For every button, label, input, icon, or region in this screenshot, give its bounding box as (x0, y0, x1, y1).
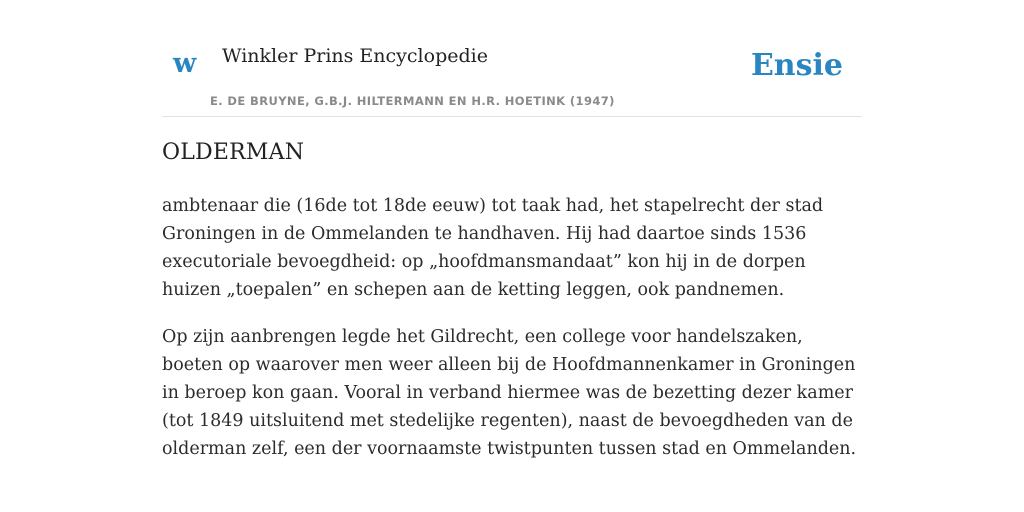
entry-headword: OLDERMAN (162, 140, 305, 165)
source-logo-icon[interactable]: w (173, 48, 197, 79)
entry-paragraph: ambtenaar die (16de tot 18de eeuw) tot taak had, het stapelrecht der stad Groningen in de Ommelanden te handhaven. Hij had daartoe sinds 1536 executoriale bevoegdheid: op „hoofdmansmandaat” kon hij in de dorpen huizen „toepalen” en schepen aan de ketting leggen, ook pandnemen. (162, 196, 824, 300)
ensie-brand-logo[interactable]: Ensie (750, 48, 843, 83)
article-page (162, 0, 862, 459)
entry-paragraph: Op zijn aanbrengen legde het Gildrecht, een college voor handelszaken, boeten op waarover men weer alleen bij de Hoofdmannenkamer in Groningen in beroep kon gaan. Vooral in verband hiermee was de bezetting dezer kamer (tot 1849 uitsluitend met stedelijke regenten), naast de bevoegdheden van de olderman zelf, een der voornaamste twistpunten tussen stad en Ommelanden. (162, 327, 857, 459)
source-title[interactable]: Winkler Prins Encyclopedie (222, 45, 488, 67)
source-authors: E. DE BRUYNE, G.B.J. HILTERMANN EN H.R. HOETINK (1947) (210, 94, 615, 108)
entry-body (162, 192, 862, 482)
source-header (162, 0, 862, 117)
